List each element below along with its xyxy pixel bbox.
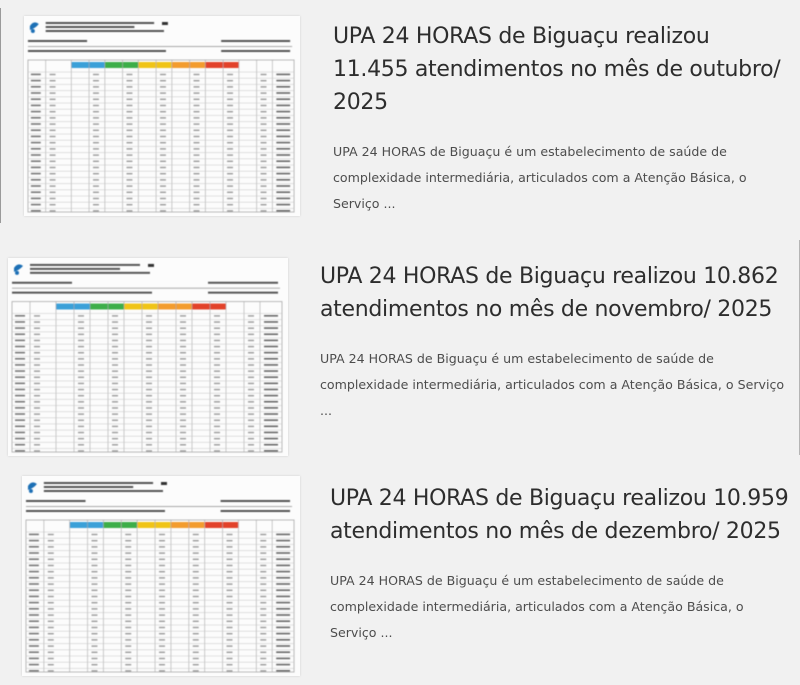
post-title-link[interactable]: UPA 24 HORAS de Biguaçu realizou 10.959 atendimentos no mês de dezembro/ 2025 — [330, 486, 789, 544]
post-title-link[interactable]: UPA 24 HORAS de Biguaçu realizou 11.455 atendimentos no mês de outubro/ 2025 — [333, 24, 781, 115]
spreadsheet-thumbnail-image — [8, 258, 288, 456]
post-text — [330, 482, 792, 646]
spreadsheet-thumbnail-image — [24, 16, 300, 216]
post-item — [0, 0, 800, 222]
post-thumbnail[interactable] — [22, 476, 300, 676]
post-thumbnail[interactable] — [24, 16, 300, 216]
post-excerpt: UPA 24 HORAS de Biguaçu é um estabelecimento de saúde de complexidade intermediária, articulados com a Atenção Básica, o Serviço ... — [320, 351, 785, 418]
post-item — [0, 462, 800, 684]
post-excerpt: UPA 24 HORAS de Biguaçu é um estabelecimento de saúde de complexidade intermediária, articulados com a Atenção Básica, o Serviço ... — [330, 573, 744, 640]
spreadsheet-thumbnail-image — [22, 476, 300, 676]
post-text — [320, 260, 790, 424]
post-item — [0, 236, 800, 458]
post-title-link[interactable]: UPA 24 HORAS de Biguaçu realizou 10.862 atendimentos no mês de novembro/ 2025 — [320, 264, 779, 322]
post-thumbnail[interactable] — [8, 258, 288, 456]
post-text — [333, 20, 788, 217]
post-excerpt: UPA 24 HORAS de Biguaçu é um estabelecimento de saúde de complexidade intermediária, articulados com a Atenção Básica, o Serviço ... — [333, 144, 747, 211]
